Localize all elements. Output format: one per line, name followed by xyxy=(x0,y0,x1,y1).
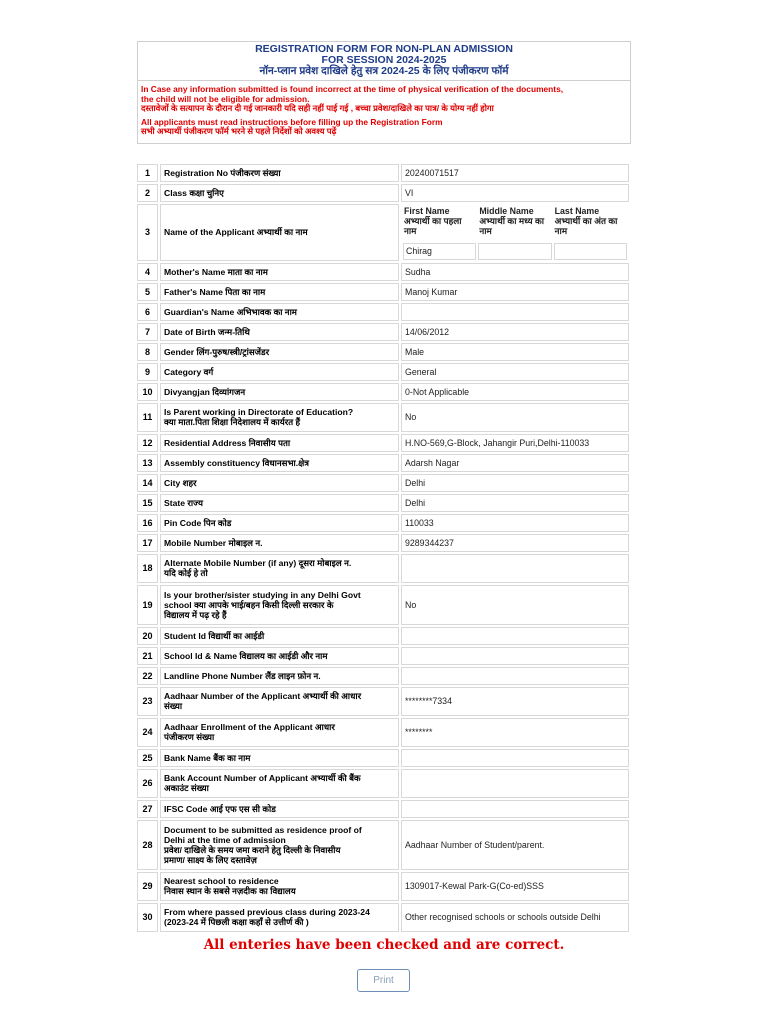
row-number: 9 xyxy=(137,363,158,381)
field-label: Alternate Mobile Number (if any) दूसरा मोबाइल न. यदि कोई हे तो xyxy=(160,554,399,583)
row-number: 15 xyxy=(137,494,158,512)
field-label: State राज्य xyxy=(160,494,399,512)
field-value xyxy=(401,554,629,583)
table-row xyxy=(137,585,629,625)
table-row xyxy=(137,718,629,747)
field-label: Residential Address निवासीय पता xyxy=(160,434,399,452)
field-value: 9289344237 xyxy=(401,534,629,552)
field-value: No xyxy=(401,403,629,432)
field-value: 1309017-Kewal Park-G(Co-ed)SSS xyxy=(401,872,629,901)
table-row xyxy=(137,687,629,716)
field-label: City शहर xyxy=(160,474,399,492)
form-title: REGISTRATION FORM FOR NON-PLAN ADMISSION xyxy=(255,43,513,55)
table-row xyxy=(137,303,629,321)
field-label: Is Parent working in Directorate of Education? क्या माता.पिता शिक्षा निदेशालय में कार्यरत हैं xyxy=(160,403,399,432)
row-number: 27 xyxy=(137,800,158,818)
last-name-value xyxy=(554,243,627,260)
field-value: 110033 xyxy=(401,514,629,532)
field-value: Delhi xyxy=(401,474,629,492)
field-label: Guardian's Name अभिभावक का नाम xyxy=(160,303,399,321)
row-number: 3 xyxy=(137,204,158,261)
first-name-header: First Name अभ्यार्थी का पहला नाम xyxy=(404,205,462,236)
table-row xyxy=(137,749,629,767)
row-number: 17 xyxy=(137,534,158,552)
field-label: Date of Birth जन्म-तिथि xyxy=(160,323,399,341)
table-row xyxy=(137,514,629,532)
field-label: Bank Name बैंक का नाम xyxy=(160,749,399,767)
table-row xyxy=(137,667,629,685)
row-number: 10 xyxy=(137,383,158,401)
session-title: FOR SESSION 2024-2025 xyxy=(321,54,447,66)
first-name-value: Chirag xyxy=(403,243,476,260)
registration-sheet xyxy=(137,41,631,934)
field-label: IFSC Code आई एफ एस सी कोड xyxy=(160,800,399,818)
field-label: Class कक्षा चुनिए xyxy=(160,184,399,202)
field-value: ******** xyxy=(401,718,629,747)
row-number: 19 xyxy=(137,585,158,625)
row-number: 7 xyxy=(137,323,158,341)
field-label: Mother's Name माता का नाम xyxy=(160,263,399,281)
row-number: 8 xyxy=(137,343,158,361)
table-row xyxy=(137,872,629,901)
field-value: General xyxy=(401,363,629,381)
middle-name-header: Middle Name अभ्यार्थी का मध्य का नाम xyxy=(479,205,545,236)
field-value xyxy=(401,303,629,321)
table-row xyxy=(137,263,629,281)
field-value xyxy=(401,667,629,685)
row-number: 25 xyxy=(137,749,158,767)
notice-line: दस्तावेजों के सत्यापन के दौरान दी गई जानकारी यदि सही नहीं पाई गई , बच्चा प्रवेश/दाखिले का पात्र/ के योग्य नहीं होगा xyxy=(141,103,494,113)
row-number: 13 xyxy=(137,454,158,472)
table-row xyxy=(137,184,629,202)
field-value: Other recognised schools or schools outside Delhi xyxy=(401,903,629,932)
field-value: Adarsh Nagar xyxy=(401,454,629,472)
field-value: Delhi xyxy=(401,494,629,512)
table-row xyxy=(137,627,629,645)
field-value: Male xyxy=(401,343,629,361)
field-label: Pin Code पिन कोड xyxy=(160,514,399,532)
field-label: Landline Phone Number लैंड लाइन फ़ोन न. xyxy=(160,667,399,685)
field-value: Sudha xyxy=(401,263,629,281)
table-row xyxy=(137,494,629,512)
notice-line: सभी अभ्यार्थी पंजीकरण फॉर्म भरने से पहले निर्देशों को अवश्य पढ़ें xyxy=(141,126,337,136)
table-row xyxy=(137,434,629,452)
row-number: 11 xyxy=(137,403,158,432)
field-value: 20240071517 xyxy=(401,164,629,182)
field-label: School Id & Name विद्यालय का आईडी और नाम xyxy=(160,647,399,665)
table-row xyxy=(137,903,629,932)
table-row xyxy=(137,454,629,472)
row-number: 1 xyxy=(137,164,158,182)
field-value: 0-Not Applicable xyxy=(401,383,629,401)
row-number: 23 xyxy=(137,687,158,716)
field-label: Category वर्ग xyxy=(160,363,399,381)
field-label: Document to be submitted as residence proof of Delhi at the time of admission प्रवेश/ दाखिले के समय जमा कराने हेतु दिल्ली के निवासीय प्रमाण/ साक्ष्य के लिए दस्तावेज़ xyxy=(160,820,399,870)
table-row xyxy=(137,283,629,301)
row-number: 14 xyxy=(137,474,158,492)
field-value: H.NO-569,G-Block, Jahangir Puri,Delhi-110033 xyxy=(401,434,629,452)
table-row xyxy=(137,164,629,182)
field-label: Name of the Applicant अभ्यार्थी का नाम xyxy=(160,204,399,261)
table-row xyxy=(137,363,629,381)
name-fields xyxy=(401,204,629,261)
field-label: Gender लिंग-पुरुष/स्त्री/ट्रांसजेंडर xyxy=(160,343,399,361)
form-header xyxy=(137,41,631,81)
notice-line: In Case any information submitted is found incorrect at the time of physical verification of the documents, xyxy=(141,84,564,94)
row-number: 6 xyxy=(137,303,158,321)
field-label: Aadhaar Enrollment of the Applicant आधार पंजीकरण संख्या xyxy=(160,718,399,747)
row-number: 29 xyxy=(137,872,158,901)
confirmation-text: All enteries have been checked and are correct. xyxy=(203,937,565,953)
field-label: Student Id विद्यार्थी का आईडी xyxy=(160,627,399,645)
row-number: 16 xyxy=(137,514,158,532)
field-label: Nearest school to residence निवास स्थान के सबसे नज़दीक का विद्यालय xyxy=(160,872,399,901)
table-row xyxy=(137,800,629,818)
row-number: 5 xyxy=(137,283,158,301)
table-row xyxy=(137,343,629,361)
table-row xyxy=(137,383,629,401)
row-number: 30 xyxy=(137,903,158,932)
row-number: 2 xyxy=(137,184,158,202)
row-number: 18 xyxy=(137,554,158,583)
field-label: Is your brother/sister studying in any Delhi Govt school क्या आपके भाई/बहन किसी दिल्ली सरकार के विद्यालय में पढ़ रहे हैं xyxy=(160,585,399,625)
field-label: Assembly constituency विधानसभा.क्षेत्र xyxy=(160,454,399,472)
field-label: Father's Name पिता का नाम xyxy=(160,283,399,301)
field-label: Bank Account Number of Applicant अभ्यार्थी की बैंक अकाउंट संख्या xyxy=(160,769,399,798)
field-value xyxy=(401,627,629,645)
hindi-title: नॉन-प्लान प्रवेश दाखिले हेतु सत्र 2024-25 के लिए पंजीकरण फॉर्म xyxy=(259,65,509,77)
row-number: 22 xyxy=(137,667,158,685)
row-number: 24 xyxy=(137,718,158,747)
row-number: 4 xyxy=(137,263,158,281)
table-row xyxy=(137,820,629,870)
table-row xyxy=(137,554,629,583)
field-value: Manoj Kumar xyxy=(401,283,629,301)
table-row xyxy=(137,647,629,665)
last-name-header: Last Name अभ्यार्थी का अंत का नाम xyxy=(554,205,618,236)
field-value: Aadhaar Number of Student/parent. xyxy=(401,820,629,870)
middle-name-value xyxy=(478,243,551,260)
field-value: VI xyxy=(401,184,629,202)
field-value: No xyxy=(401,585,629,625)
row-number: 20 xyxy=(137,627,158,645)
row-number: 12 xyxy=(137,434,158,452)
notice-line: All applicants must read instructions before filling up the Registration Form xyxy=(141,116,443,127)
field-value xyxy=(401,647,629,665)
table-row xyxy=(137,534,629,552)
notice-box xyxy=(137,81,631,144)
field-value xyxy=(401,769,629,798)
table-row xyxy=(137,769,629,798)
table-row xyxy=(137,474,629,492)
field-label: From where passed previous class during 2023-24 (2023-24 में पिछली कक्षा कहाँ से उत्तीर्ण की ) xyxy=(160,903,399,932)
field-value: 14/06/2012 xyxy=(401,323,629,341)
row-number: 21 xyxy=(137,647,158,665)
field-value xyxy=(401,749,629,767)
print-button[interactable]: Print xyxy=(357,969,410,992)
notice-line: the child will not be eligible for admission. xyxy=(141,93,310,104)
table-row xyxy=(137,204,629,261)
field-label: Mobile Number मोबाइल न. xyxy=(160,534,399,552)
field-label: Divyangjan दिव्यांगजन xyxy=(160,383,399,401)
field-label: Registration No पंजीकरण संख्या xyxy=(160,164,399,182)
row-number: 28 xyxy=(137,820,158,870)
field-value: ********7334 xyxy=(401,687,629,716)
field-value xyxy=(401,800,629,818)
registration-table xyxy=(135,162,631,934)
field-label: Aadhaar Number of the Applicant अभ्यार्थी की आधार संख्या xyxy=(160,687,399,716)
row-number: 26 xyxy=(137,769,158,798)
table-row xyxy=(137,323,629,341)
table-row xyxy=(137,403,629,432)
